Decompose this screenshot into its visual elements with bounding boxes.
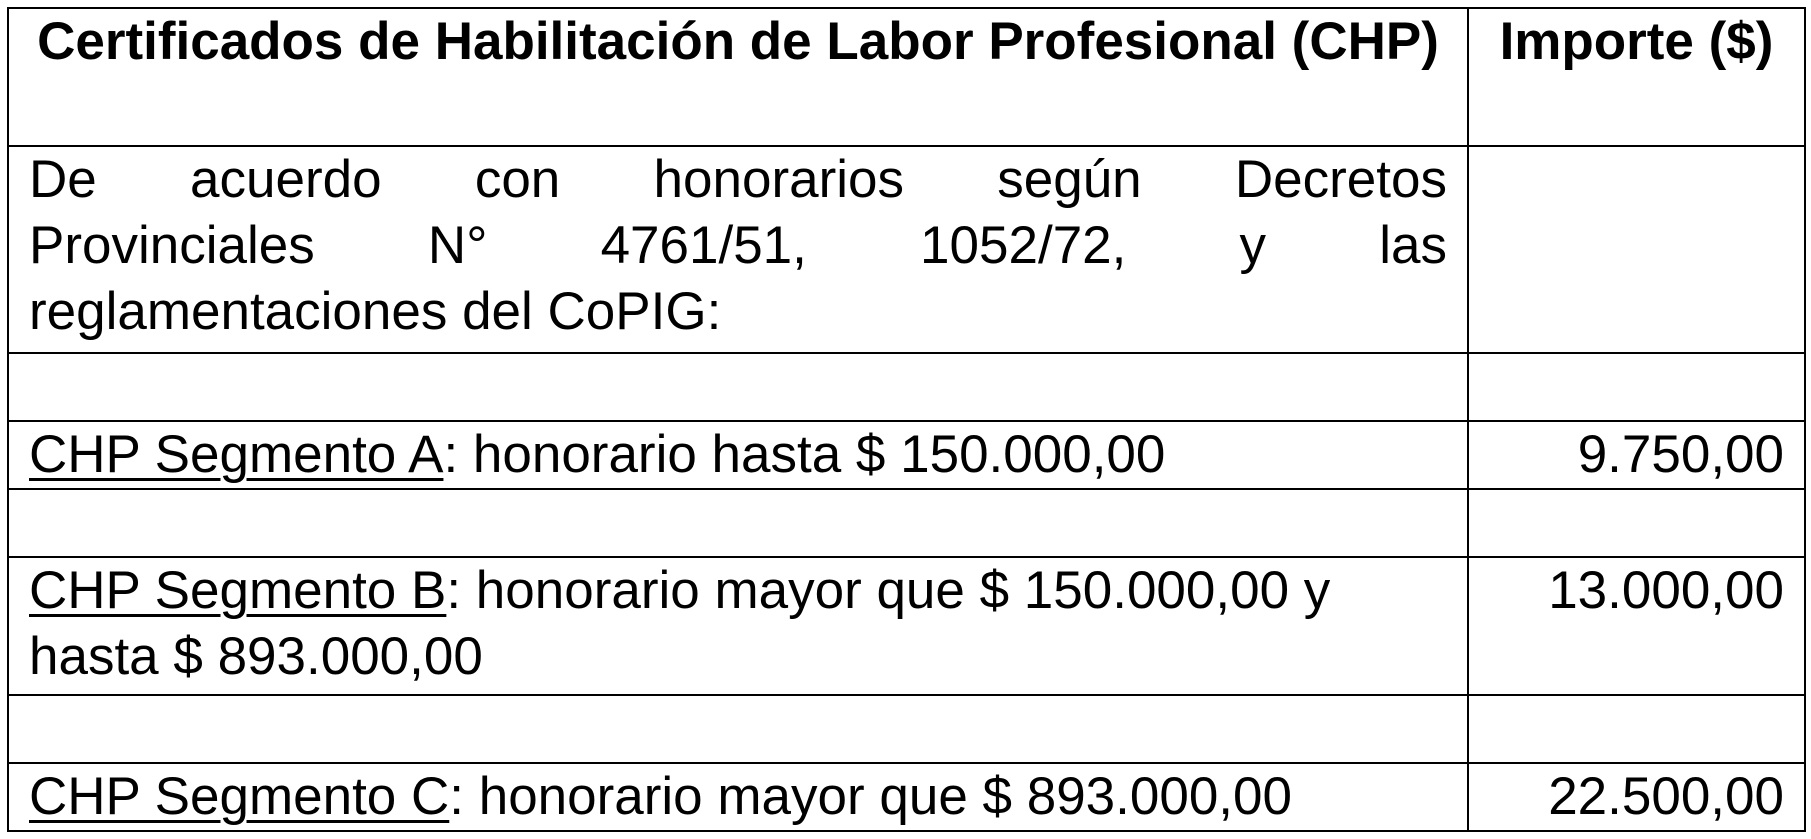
segment-c-amount: 22.500,00 (1468, 763, 1805, 831)
intro-line-2: Provinciales N° 4761/51, 1052/72, y las (29, 216, 1447, 275)
segment-c-text: : honorario mayor que $ 893.000,00 (449, 767, 1292, 826)
intro-text (8, 146, 1468, 353)
fee-table (7, 7, 1806, 832)
header-amount: Importe ($) (1468, 8, 1805, 146)
intro-line-1: De acuerdo con honorarios según Decretos (29, 150, 1447, 209)
intro-amount-empty (1468, 146, 1805, 353)
table-row (8, 421, 1805, 489)
segment-b-amount: 13.000,00 (1468, 557, 1805, 695)
header-title: Certificados de Habilitación de Labor Profesional (CHP) (8, 8, 1468, 146)
intro-line-3: reglamentaciones del CoPIG: (29, 282, 722, 341)
spacer-row (8, 353, 1805, 421)
segment-c-description (8, 763, 1468, 831)
segment-b-text: : honorario mayor que $ 150.000,00 y hasta $ 893.000,00 (29, 561, 1331, 686)
segment-b-description (8, 557, 1468, 695)
segment-a-name: CHP Segmento A (29, 425, 444, 484)
segment-b-name: CHP Segmento B (29, 561, 447, 620)
table-row (8, 763, 1805, 831)
spacer-row (8, 695, 1805, 763)
segment-a-description (8, 421, 1468, 489)
segment-a-amount: 9.750,00 (1468, 421, 1805, 489)
segment-c-name: CHP Segmento C (29, 767, 450, 826)
header-row (8, 8, 1805, 146)
segment-a-text: : honorario hasta $ 150.000,00 (443, 425, 1166, 484)
table-row (8, 557, 1805, 695)
intro-row (8, 146, 1805, 353)
spacer-row (8, 489, 1805, 557)
